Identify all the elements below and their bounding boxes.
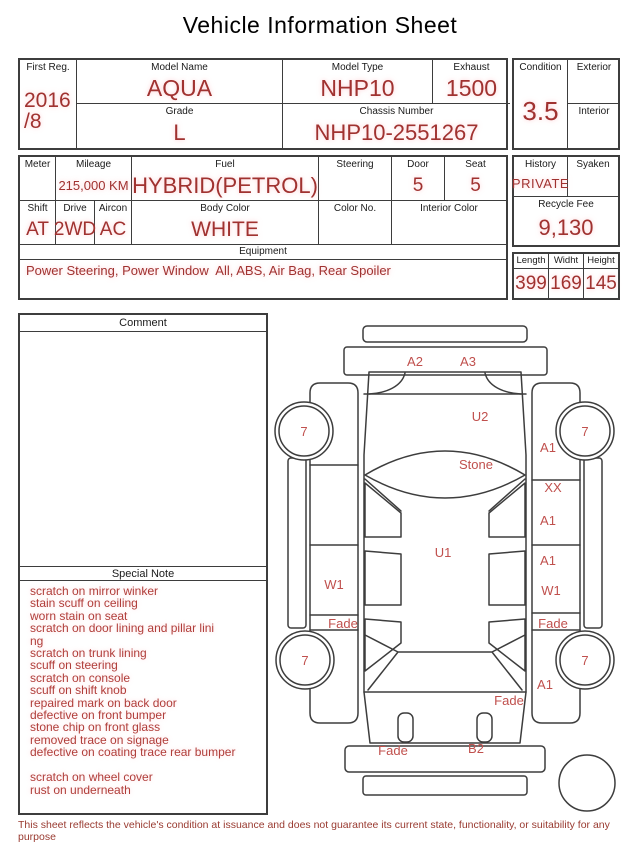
- condition-label: Condition: [519, 62, 562, 73]
- car-damage-diagram: [265, 305, 640, 820]
- special-note-label: Special Note: [111, 567, 175, 580]
- length-label: Length: [516, 255, 546, 266]
- damage-code-label: U2: [471, 409, 489, 424]
- exhaust-value: 1500: [445, 75, 498, 101]
- model-name-label: Model Name: [151, 62, 208, 73]
- steering-value: [319, 171, 391, 200]
- shift-cell: [20, 201, 56, 245]
- front-bumper-upper-strip: [363, 326, 527, 342]
- body-color-label: Body Color: [200, 203, 250, 214]
- interior-color-cell: [392, 201, 506, 245]
- spec-row-2: [20, 201, 506, 245]
- model-type-value: NHP10: [320, 75, 395, 101]
- equipment-label: Equipment: [239, 246, 287, 257]
- interior-color-label: Interior Color: [420, 203, 478, 214]
- damage-code-label: A1: [537, 677, 553, 692]
- damage-code-label: Stone: [459, 457, 493, 472]
- syaken-cell: [568, 157, 618, 197]
- first-reg-value: 2016 /8: [24, 89, 71, 133]
- door-cell: [392, 157, 445, 201]
- damage-code-label: A1: [540, 553, 556, 568]
- dimensions-table: [512, 252, 620, 300]
- height-value: 145: [585, 272, 617, 294]
- equipment-header: [20, 245, 506, 260]
- fuel-value: HYBRID(PETROL): [132, 172, 318, 198]
- exterior-label: Exterior: [576, 62, 612, 73]
- damage-code-label: A3: [460, 354, 476, 369]
- steering-cell: [319, 157, 392, 201]
- damage-code-label: W1: [541, 583, 561, 598]
- page-title: Vehicle Information Sheet: [182, 12, 458, 38]
- windshield: [365, 451, 525, 498]
- left-door-bands: [365, 483, 401, 671]
- color-no-label: Color No.: [333, 203, 377, 214]
- mileage-value: 215,000 KM: [58, 178, 129, 193]
- rear-window: [364, 635, 526, 692]
- diagram-area: [265, 305, 640, 820]
- recycle-fee-value: 9,130: [538, 215, 594, 240]
- aircon-label: Aircon: [98, 203, 128, 214]
- damage-code-label: A2: [407, 354, 423, 369]
- special-note-line: scratch on trunk lining: [30, 646, 147, 661]
- color-no-value: [319, 215, 391, 244]
- condition-value: 3.5: [522, 95, 559, 126]
- fuel-label: Fuel: [215, 159, 235, 170]
- damage-code-label: Fade: [538, 616, 568, 631]
- left-panel-dividers: [310, 465, 358, 630]
- left-tail-lamp: [398, 713, 413, 742]
- a-pillars: [365, 479, 525, 511]
- comment-header: [20, 315, 266, 332]
- chassis-label: Chassis Number: [359, 106, 434, 117]
- interior-color-value: [392, 215, 506, 244]
- history-value: PRIVATE: [511, 176, 570, 191]
- grade-cell: [77, 104, 283, 148]
- special-note-line: repaired mark on back door: [30, 695, 177, 710]
- rear-bumper: [345, 746, 545, 772]
- exhaust-label: Exhaust: [453, 62, 490, 73]
- damage-code-label: Fade: [328, 616, 358, 631]
- mileage-label: Mileage: [75, 159, 112, 170]
- damage-code-label: 7: [300, 424, 308, 439]
- special-note-line: worn stain on seat: [30, 608, 128, 623]
- height-label: Height: [587, 255, 615, 266]
- aircon-cell: [95, 201, 132, 245]
- seat-value: 5: [470, 174, 481, 196]
- damage-code-label: A1: [540, 440, 556, 455]
- shift-label: Shift: [27, 203, 48, 214]
- special-note-line: ng: [30, 633, 44, 648]
- damage-code-label: Fade: [378, 743, 408, 758]
- body-color-value: WHITE: [191, 217, 259, 241]
- history-table: [512, 155, 620, 247]
- special-note-line: defective on coating trace rear bumper: [30, 745, 236, 760]
- special-note-line: scratch on wheel cover: [30, 770, 153, 785]
- grade-value: L: [173, 120, 186, 145]
- syaken-label: Syaken: [576, 159, 610, 170]
- spec-table: [18, 155, 508, 300]
- first-reg-cell: [20, 60, 77, 148]
- special-note-line: scratch on door lining and pillar lini: [30, 621, 215, 636]
- damage-code-label: XX: [544, 480, 562, 495]
- comment-label: Comment: [119, 317, 167, 329]
- vehicle-id-table: [18, 58, 508, 150]
- damage-code-label: 7: [301, 653, 309, 668]
- drive-value: 2WD: [53, 218, 97, 240]
- disclaimer-text: This sheet reflects the vehicle's condition at issuance and does not guarantee its current state, functionality, or suitability for any purpose: [18, 819, 610, 843]
- fuel-cell: [132, 157, 319, 201]
- special-note-list: [20, 581, 266, 813]
- special-note-line: stone chip on front glass: [30, 720, 161, 735]
- left-headlight-arc: [369, 373, 405, 394]
- grade-label: Grade: [165, 106, 194, 117]
- special-note-line: scuff on steering: [30, 658, 118, 673]
- exhaust-cell: [433, 60, 510, 104]
- door-label: Door: [407, 159, 429, 170]
- history-cell: [511, 157, 570, 197]
- seat-cell: [445, 157, 506, 201]
- interior-value: [568, 118, 620, 148]
- seat-label: Seat: [465, 159, 486, 170]
- left-sill-panel: [288, 458, 306, 628]
- model-name-cell: [77, 60, 283, 104]
- steering-label: Steering: [336, 159, 374, 170]
- right-door-bands: [489, 483, 525, 671]
- first-reg-label: First Reg.: [26, 62, 70, 73]
- right-tail-lamp: [477, 713, 492, 742]
- special-note-header: [20, 566, 266, 581]
- damage-code-label: B2: [468, 741, 484, 756]
- syaken-value: [568, 171, 618, 196]
- special-note-line: stain scuff on ceiling: [30, 596, 138, 611]
- history-label: History: [524, 159, 557, 170]
- condition-cell: [514, 60, 568, 148]
- equipment-value: Power Steering, Power Window All, ABS, Air Bag, Rear Spoiler: [26, 263, 391, 278]
- comment-special-box: [18, 313, 268, 815]
- chassis-cell: [283, 104, 510, 148]
- aircon-value: AC: [99, 218, 127, 240]
- spare-tire: [559, 755, 615, 811]
- damage-code-label: 7: [581, 424, 589, 439]
- exterior-value: [568, 74, 620, 103]
- shift-value: AT: [26, 218, 49, 240]
- recycle-fee-cell: [514, 197, 618, 245]
- damage-code-label: W1: [324, 577, 344, 592]
- model-type-cell: [283, 60, 433, 104]
- front-bumper: [344, 347, 547, 375]
- spec-row-1: [20, 157, 506, 201]
- recycle-fee-label: Recycle Fee: [538, 199, 594, 210]
- model-name-value: AQUA: [146, 75, 213, 101]
- mileage-cell: [56, 157, 132, 201]
- body-color-cell: [132, 201, 319, 245]
- special-note-line: scratch on console: [30, 670, 131, 685]
- history-row: [511, 157, 618, 197]
- interior-label: Interior: [578, 106, 610, 117]
- model-type-label: Model Type: [331, 62, 384, 73]
- damage-code-label: A1: [540, 513, 556, 528]
- special-note-line: defective on front bumper: [30, 708, 167, 723]
- length-value: 399: [515, 272, 547, 294]
- right-sill-panel: [584, 458, 602, 628]
- door-value: 5: [412, 174, 424, 196]
- drive-cell: [53, 201, 97, 245]
- comment-body: [20, 332, 266, 566]
- meter-cell: [20, 157, 56, 201]
- special-note-line: scuff on shift knob: [30, 683, 127, 698]
- condition-table: [512, 58, 620, 150]
- damage-code-label: Fade: [494, 693, 524, 708]
- special-note-line: rust on underneath: [30, 782, 131, 797]
- drive-label: Drive: [63, 203, 87, 214]
- color-no-cell: [319, 201, 392, 245]
- width-value: 169: [550, 272, 582, 294]
- rear-bumper-lower-strip: [363, 776, 527, 795]
- interior-cell: [568, 104, 620, 148]
- special-note-line: removed trace on signage: [30, 732, 169, 747]
- width-label: Widht: [553, 255, 579, 266]
- damage-code-label: U1: [434, 545, 452, 560]
- right-headlight-arc: [485, 373, 521, 394]
- damage-code-label: 7: [581, 653, 589, 668]
- exterior-cell: [568, 60, 620, 104]
- meter-value: [20, 171, 55, 200]
- special-note-line: scratch on mirror winker: [30, 584, 159, 598]
- chassis-value: NHP10-2551267: [314, 120, 479, 145]
- meter-label: Meter: [24, 159, 51, 170]
